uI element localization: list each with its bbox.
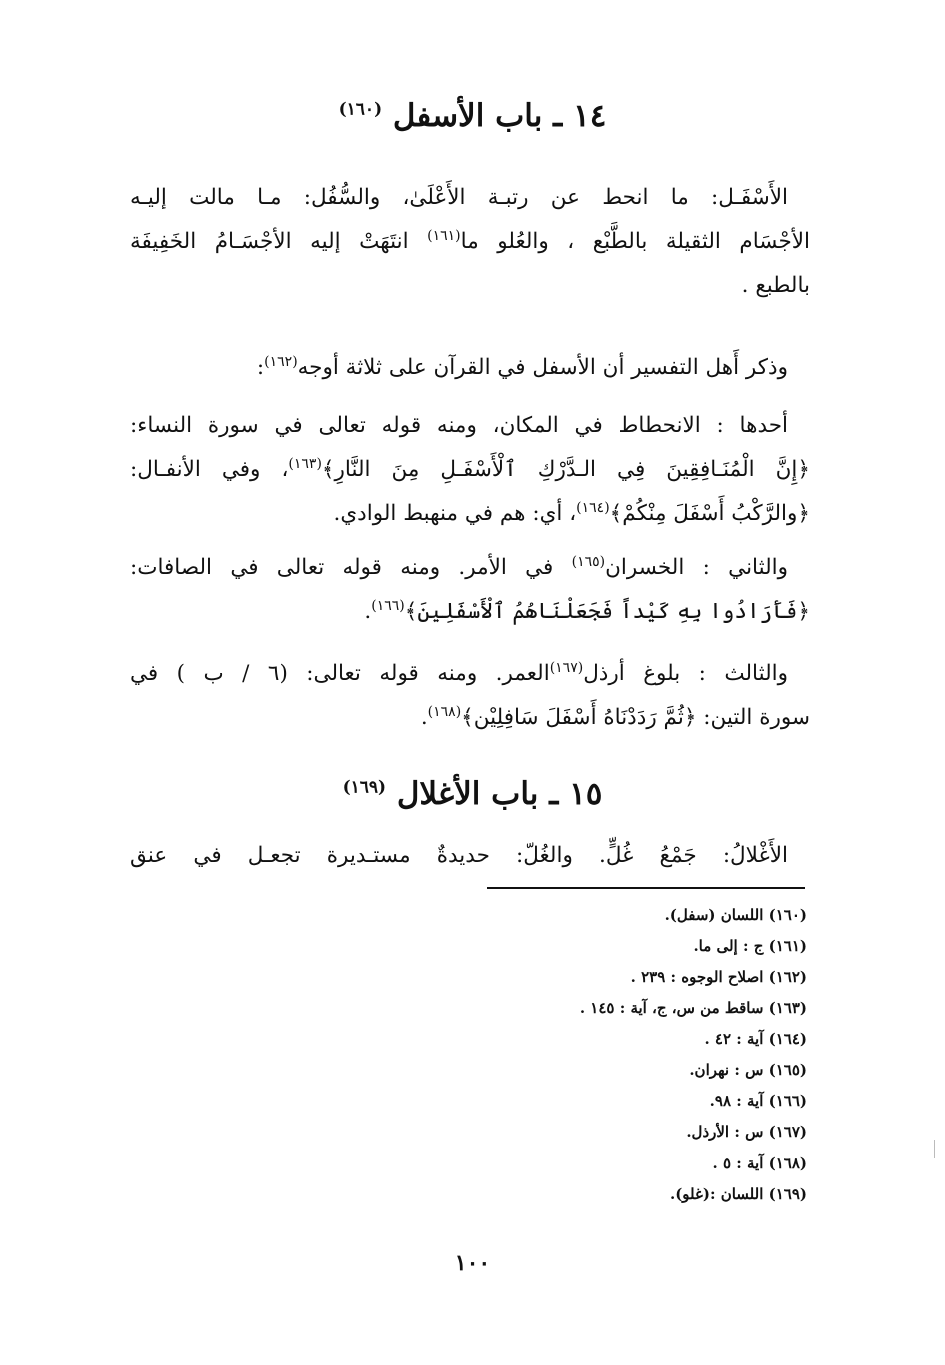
text-run: انتَهَتْ إليه الأجْسَـامُ الخَفِيفَة <box>130 229 428 254</box>
paragraph-line <box>130 590 810 634</box>
footnote-item: (١٦٨) آية : ٥ . <box>712 1154 807 1172</box>
paragraph-line <box>130 346 810 390</box>
paragraph-line <box>130 220 810 264</box>
paragraph-line: بالطبع . <box>741 273 810 298</box>
quran-quote: ﴿إِنَّ الْمُنَـافِقِينَ فِي الـدَّرْكِ ٱلْأَسْفَـلِ مِنَ النَّارِ﴾ <box>321 457 810 482</box>
scan-margin-mark <box>934 1140 935 1158</box>
section-heading-15-ref: (١٦٩) <box>342 777 387 798</box>
footnote-ref: (١٦٧) <box>549 659 584 676</box>
footnote-item: (١٦٣) ساقط من س، ج، آية : ١٤٥ . <box>579 999 807 1017</box>
paragraph-line <box>130 546 810 590</box>
text-run: العمر. ومنه قوله تعالى: (٦ / ب ) في <box>130 661 550 686</box>
footnote-ref: (١٦٥) <box>571 553 606 570</box>
footnote-item: (١٦٤) آية : ٤٢ . <box>704 1030 807 1048</box>
paragraph-line: الأَسْفَـل: ما انحط عن رتبـة الأَعْلَىٰ، والسُّفُل: مـا مالت إليـه <box>130 185 788 210</box>
text-run: ، وفي الأنفـال: <box>130 457 289 482</box>
footnote-item: (١٦٩) اللسان :(غلو). <box>669 1185 807 1203</box>
paragraph-three-meanings <box>130 346 810 390</box>
footnote-ref: (١٦٨) <box>427 703 462 720</box>
quran-quote: ﴿والرَّكْبُ أَسْفَلَ مِنْكُمْ﴾ <box>609 501 810 526</box>
paragraph-definition-asfal <box>130 176 810 308</box>
text-run: . <box>420 705 428 730</box>
section-heading-15-title: ١٥ ـ باب الأغلال <box>396 776 603 812</box>
footnote-ref: (١٦٦) <box>371 597 405 614</box>
footnote-item: (١٦٥) س : نهران. <box>689 1061 807 1079</box>
footnote-item: (١٦٢) اصلاح الوجوه : ٢٣٩ . <box>630 968 807 986</box>
text-run: والثالث : بلوغ أرذل <box>583 661 788 686</box>
paragraph-definition-aghlal <box>130 834 810 878</box>
text-run: ، أي: هم في منهبط الوادي. <box>333 501 577 526</box>
footnote-item: (١٦٧) س : الأرذل. <box>686 1123 807 1141</box>
text-run: . <box>364 599 372 624</box>
section-heading-14-ref: (١٦٠) <box>338 99 383 120</box>
section-heading-14-title: ١٤ ـ باب الأسفل <box>392 98 607 134</box>
footnote-ref: (١٦٢) <box>264 353 298 370</box>
paragraph-meaning-three <box>130 652 810 740</box>
footnotes-list <box>387 900 807 1210</box>
quran-quote: ﴿فَأَرَادُوا بِهِ كَيْداً فَجَعَلْنَاهُمُ ٱلْأَسْفَلِينَ﴾ <box>404 599 810 624</box>
footnote-item: (١٦١) ج : إلى ما. <box>693 937 807 955</box>
section-heading-14 <box>100 94 845 138</box>
paragraph-meaning-one <box>130 404 810 536</box>
section-heading-15 <box>100 772 845 816</box>
footnote-item: (١٦٦) آية : ٩٨. <box>709 1092 807 1110</box>
text-run: وذكر أَهل التفسير أن الأسفل في القرآن على ثلاثة أوجه <box>297 355 788 380</box>
paragraph-line: الأَغْلالُ: جَمْعُ غُلٍّ. والغُلّ: حديدةٌ مستـديرة تجعـل في عنق <box>130 843 788 868</box>
footnote-item: (١٦٠) اللسان (سفل). <box>664 906 807 924</box>
paragraph-line <box>130 492 810 536</box>
paragraph-meaning-two <box>130 546 810 634</box>
footnote-separator <box>487 887 805 889</box>
text-run: في الأمر. ومنه قوله تعالى في الصافات: <box>130 555 572 580</box>
paragraph-line: أحدها : الانحطاط في المكان، ومنه قوله تعالى في سورة النساء: <box>130 413 788 438</box>
text-run: الأجْسَام الثقيلة بالطَّبْع ، والعُلو ما <box>460 229 810 254</box>
paragraph-line <box>130 448 810 492</box>
paragraph-line <box>130 696 810 740</box>
footnote-ref: (١٦٣) <box>288 455 322 472</box>
footnote-ref: (١٦٤) <box>576 499 610 516</box>
footnote-ref: (١٦١) <box>427 227 461 244</box>
page-number: ١٠٠ <box>454 1250 491 1276</box>
quran-quote: سورة التين: ﴿ثُمَّ رَدَدْنَاهُ أَسْفَلَ سَافِلِيْن﴾ <box>461 705 810 730</box>
paragraph-line <box>130 652 810 696</box>
text-run: والثاني : الخسران <box>605 555 788 580</box>
text-run: : <box>256 355 265 380</box>
